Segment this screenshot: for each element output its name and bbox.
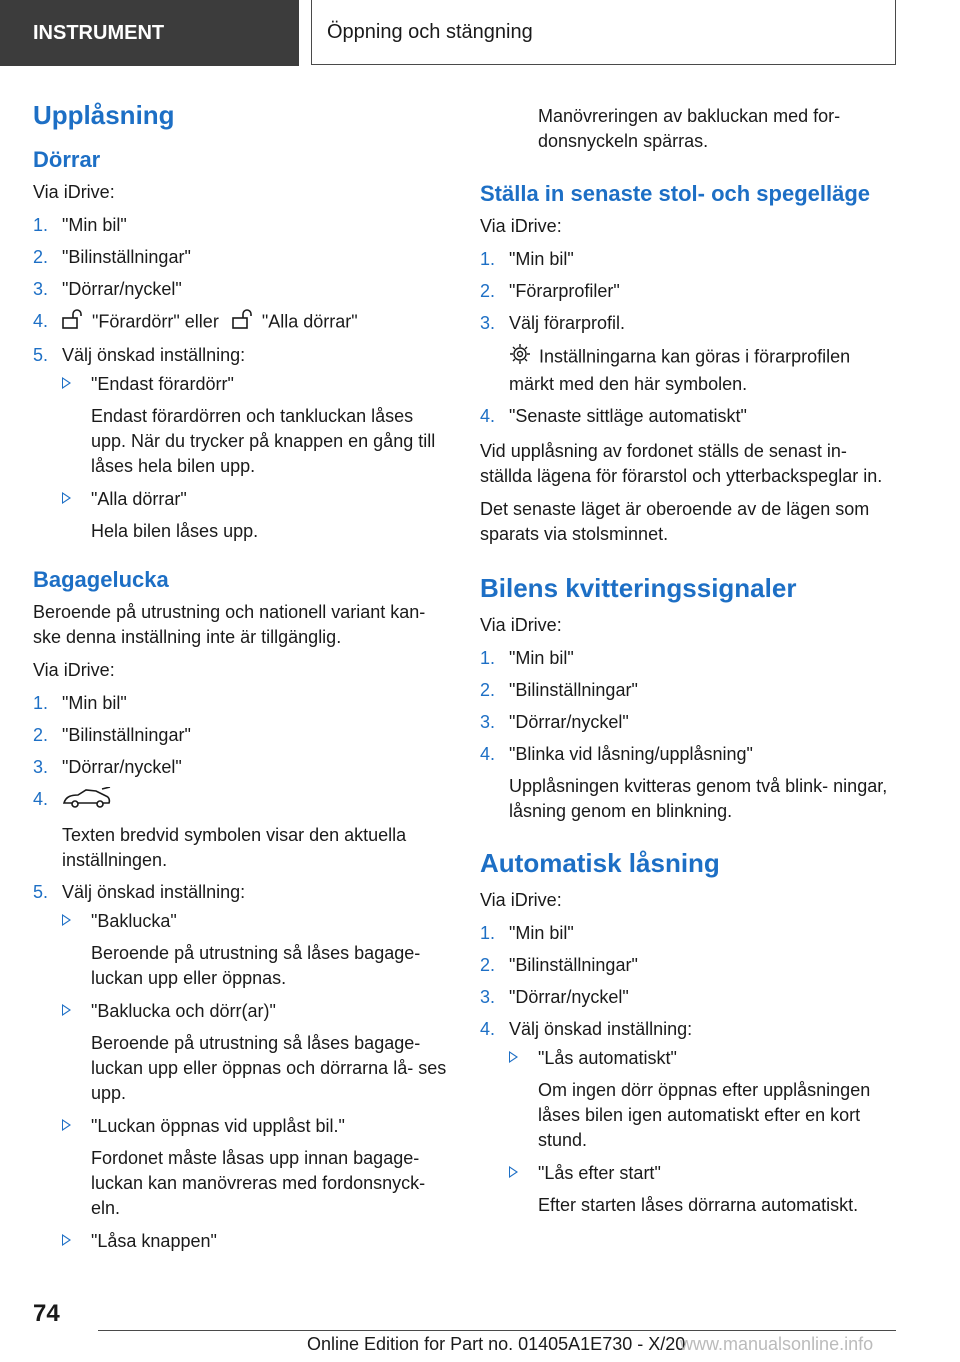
step-number: 3.: [480, 313, 496, 333]
step-text: "Dörrar/nyckel": [509, 712, 629, 732]
auto-intro: Via iDrive:: [480, 890, 562, 910]
step-number: 1.: [480, 648, 496, 668]
page-title: Upplåsning: [33, 100, 175, 130]
step-number: 5.: [33, 345, 49, 365]
option-item: [62, 999, 453, 1106]
list-item: [480, 742, 900, 824]
option-item: [62, 1114, 453, 1221]
step-text: "Min bil": [62, 693, 127, 713]
option-label: "Alla dörrar": [91, 489, 187, 509]
list-item: [480, 404, 900, 429]
option-desc: Beroende på utrustning så låses bagage- luckan upp eller öppnas och dörrarna lå- ses upp.: [91, 1033, 447, 1103]
section-tab: INSTRUMENT: [0, 0, 299, 66]
seat-heading: Ställa in senaste stol- och spegelläge: [480, 181, 871, 206]
list-item: [33, 691, 453, 716]
list-item: [480, 646, 900, 671]
triangle-bullet-icon: [509, 1051, 518, 1063]
option-desc: Om ingen dörr öppnas efter upplåsningen låses bilen igen automatiskt efter en kort stund.: [538, 1080, 871, 1150]
step-text: "Min bil": [509, 249, 574, 269]
step-number: 2.: [33, 247, 49, 267]
step-text: "Bilinställningar": [509, 955, 638, 975]
ack-heading: Bilens kvitteringssignaler: [480, 573, 797, 603]
step-text: "Dörrar/nyckel": [62, 279, 182, 299]
car-icon: [62, 793, 112, 813]
triangle-bullet-icon: [62, 914, 71, 926]
unlock-icon: [232, 309, 254, 336]
step-text: Välj önskad inställning:: [62, 345, 246, 365]
step-text: Välj önskad inställning:: [62, 882, 246, 902]
auto-steps: [480, 921, 900, 1218]
step-text: "Alla dörrar": [261, 311, 358, 332]
step-number: 3.: [480, 712, 496, 732]
step-number: 4.: [480, 406, 496, 426]
seat-intro: Via iDrive:: [480, 216, 562, 236]
chapter-tab: Öppning och stängning: [311, 0, 896, 65]
option-item: [62, 372, 453, 479]
step-text: "Dörrar/nyckel": [62, 757, 182, 777]
step-number: 2.: [480, 955, 496, 975]
step-text: "Bilinställningar": [62, 725, 191, 745]
step-note: [509, 343, 900, 397]
option-list: [62, 372, 453, 544]
step-number: 3.: [33, 279, 49, 299]
footer-divider: [98, 1330, 896, 1331]
option-label: "Lås efter start": [538, 1163, 661, 1183]
step-number: 2.: [480, 680, 496, 700]
option-desc: Hela bilen låses upp.: [91, 521, 259, 541]
step-desc: Upplåsningen kvitteras genom två blink- ningar, låsning genom en blinkning.: [509, 776, 888, 821]
option-label: "Lås automatiskt": [538, 1048, 677, 1068]
step-text: "Senaste sittläge automatiskt": [509, 406, 747, 426]
option-label: "Endast förardörr": [91, 374, 234, 394]
step-text: Välj förarprofil.: [509, 313, 626, 333]
ack-intro: Via iDrive:: [480, 615, 562, 635]
step-text: "Förardörr" eller: [92, 311, 219, 332]
list-item: [33, 787, 453, 873]
page-number: 74: [33, 1300, 60, 1327]
list-item: [33, 723, 453, 748]
option-label: "Låsa knappen": [91, 1231, 217, 1251]
option-list: [62, 909, 453, 1254]
note-text: Inställningarna kan göras i förarprofilen märkt med den här symbolen.: [509, 346, 851, 394]
watermark: www.manualsonline.info: [680, 1334, 874, 1354]
step-number: 2.: [33, 725, 49, 745]
option-desc: Beroende på utrustning så låses bagage- luckan upp eller öppnas.: [91, 943, 421, 988]
option-label: "Baklucka och dörr(ar)": [91, 1001, 276, 1021]
step-number: 3.: [480, 987, 496, 1007]
step-desc: Texten bredvid symbolen visar den aktuella inställningen.: [62, 825, 407, 870]
step-text: "Blinka vid låsning/upplåsning": [509, 744, 753, 764]
list-item: [33, 343, 453, 544]
list-item: [33, 880, 453, 1254]
step-number: 4.: [480, 1019, 496, 1039]
option-desc: Efter starten låses dörrarna automatiskt.: [538, 1195, 859, 1215]
option-label: "Baklucka": [91, 911, 177, 931]
option-item: [509, 1161, 900, 1218]
step-text: Välj önskad inställning:: [509, 1019, 693, 1039]
triangle-bullet-icon: [62, 492, 71, 504]
step-text: "Min bil": [62, 215, 127, 235]
list-item: [480, 953, 900, 978]
list-item: [480, 279, 900, 304]
step-text: "Dörrar/nyckel": [509, 987, 629, 1007]
option-label: "Luckan öppnas vid upplåst bil.": [91, 1116, 345, 1136]
list-item: [33, 309, 453, 336]
ack-steps: [480, 646, 900, 824]
triangle-bullet-icon: [509, 1166, 518, 1178]
triangle-bullet-icon: [62, 1234, 71, 1246]
seat-steps: [480, 247, 900, 429]
list-item: [480, 710, 900, 735]
list-item: [33, 245, 453, 270]
seat-paragraph-1: Vid upplåsning av fordonet ställs de senast in- ställda lägena för förarstol och ytterbackspeglar in.: [480, 441, 883, 486]
step-text: "Min bil": [509, 923, 574, 943]
step-number: 2.: [480, 281, 496, 301]
list-item: [33, 213, 453, 238]
doors-steps: [33, 213, 453, 544]
list-item: [480, 247, 900, 272]
option-desc: Endast förardörren och tankluckan låses upp. När du trycker på knappen en gång till låses hela bilen upp.: [91, 406, 436, 476]
triangle-bullet-icon: [62, 1119, 71, 1131]
triangle-bullet-icon: [62, 1004, 71, 1016]
trunk-intro: Via iDrive:: [33, 660, 115, 680]
edition-text: Online Edition for Part no. 01405A1E730 - X/20: [307, 1334, 686, 1354]
step-number: 5.: [33, 882, 49, 902]
trunk-text: Beroende på utrustning och nationell variant kan- ske denna inställning inte är tillgänglig.: [33, 602, 426, 647]
continued-text: Manövreringen av bakluckan med for- donsnyckeln spärras.: [538, 106, 841, 151]
unlock-icon: [62, 309, 84, 336]
list-item: [33, 277, 453, 302]
option-item: [62, 487, 453, 544]
gear-icon: [509, 343, 531, 372]
option-list: [509, 1046, 900, 1218]
step-number: 4.: [33, 789, 49, 809]
step-number: 4.: [480, 744, 496, 764]
step-number: 1.: [33, 215, 49, 235]
doors-heading: Dörrar: [33, 147, 101, 172]
trunk-steps: [33, 691, 453, 1254]
list-item: [480, 985, 900, 1010]
list-item: [480, 1017, 900, 1218]
step-number: 4.: [33, 311, 49, 331]
right-column: [480, 104, 900, 1228]
step-text: "Bilinställningar": [62, 247, 191, 267]
step-number: 1.: [33, 693, 49, 713]
doors-intro: Via iDrive:: [33, 182, 115, 202]
step-number: 1.: [480, 923, 496, 943]
list-item: [33, 755, 453, 780]
list-item: [480, 311, 900, 397]
trunk-heading: Bagagelucka: [33, 567, 169, 592]
step-text: "Min bil": [509, 648, 574, 668]
option-desc: Fordonet måste låsas upp innan bagage- luckan kan manövreras med fordonsnyck- eln.: [91, 1148, 426, 1218]
step-text: "Bilinställningar": [509, 680, 638, 700]
option-item: [509, 1046, 900, 1153]
auto-heading: Automatisk låsning: [480, 848, 720, 878]
step-number: 1.: [480, 249, 496, 269]
option-item: [62, 1229, 453, 1254]
list-item: [480, 921, 900, 946]
step-number: 3.: [33, 757, 49, 777]
seat-paragraph-2: Det senaste läget är oberoende av de lägen som sparats via stolsminnet.: [480, 499, 870, 544]
list-item: [480, 678, 900, 703]
step-text: "Förarprofiler": [509, 281, 620, 301]
triangle-bullet-icon: [62, 377, 71, 389]
left-column: [33, 98, 453, 1264]
option-item: [62, 909, 453, 991]
